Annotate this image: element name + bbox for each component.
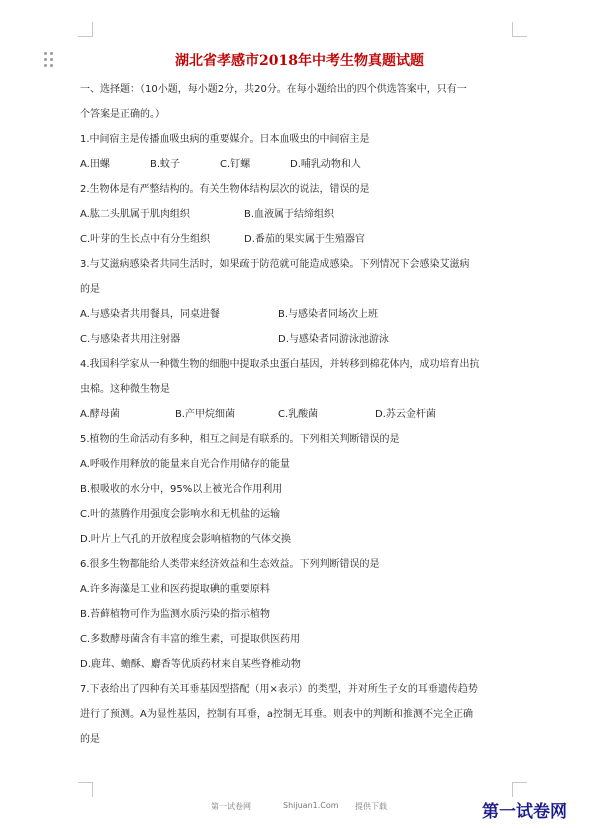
question-4-option-a: A.酵母菌: [80, 409, 120, 420]
question-3-stem-line-2: 的是: [80, 284, 100, 295]
question-3-option-a: A.与感染者共用餐具，同桌进餐: [80, 309, 220, 320]
footer-site-url[interactable]: Shijuan1.Com: [283, 801, 339, 810]
question-5-option-b: B.根吸收的水分中，95%以上被光合作用利用: [80, 484, 283, 495]
question-3-options-row-1: [80, 308, 520, 322]
brand-logo-text: 第一试卷网: [482, 802, 567, 822]
question-6-stem: 6.很多生物都能给人类带来经济效益和生态效益。下列判断错误的是: [80, 559, 380, 570]
question-2-options-row-1: [80, 208, 520, 222]
page-corner-mark-top-left: [78, 22, 93, 37]
question-6-option-b: B.苔藓植物可作为监测水质污染的指示植物: [80, 609, 271, 620]
question-1-option-d: D.哺乳动物和人: [290, 159, 361, 170]
page-corner-mark-bottom-right: [512, 782, 527, 797]
question-4-option-d: D.苏云金杆菌: [375, 409, 436, 420]
question-4-options: [80, 408, 520, 422]
section-instructions-line-2: 个答案是正确的。）: [80, 109, 165, 120]
question-4-option-b: B.产甲烷细菌: [175, 409, 236, 420]
question-1-stem: 1.中间宿主是传播血吸虫病的重要媒介。日本血吸虫的中间宿主是: [80, 134, 370, 145]
question-3-options-row-2: [80, 333, 520, 347]
question-5-stem: 5.植物的生命活动有多种，相互之间是有联系的。下列相关判断错误的是: [80, 434, 400, 445]
question-3-option-d: D.与感染者同游泳池游泳: [278, 334, 389, 345]
question-4-option-c: C.乳酸菌: [278, 409, 319, 420]
question-3-option-c: C.与感染者共用注射器: [80, 334, 181, 345]
question-6-option-c: C.多数酵母菌含有丰富的维生素，可提取供医药用: [80, 634, 301, 645]
question-5-option-d: D.叶片上气孔的开放程度会影响植物的气体交换: [80, 534, 291, 545]
question-3-stem-line-1: 3.与艾滋病感染者共同生活时，如果疏于防范就可能造成感染。下列情况下会感染艾滋病: [80, 259, 470, 270]
document-title: 湖北省孝感市2018年中考生物真题试题: [175, 53, 424, 69]
question-2-options-row-2: [80, 233, 520, 247]
question-7-stem-line-1: 7.下表给出了四种有关耳垂基因型搭配（用×表示）的类型，并对所生子女的耳垂遗传趋势: [80, 684, 478, 695]
footer-download-text: 提供下载: [355, 802, 387, 811]
question-7-stem-line-2: 进行了预测。A为显性基因，控制有耳垂，a控制无耳垂。则表中的判断和推测不完全正确: [80, 709, 473, 720]
question-1-options: [80, 158, 520, 172]
page-corner-mark-top-right: [512, 22, 527, 37]
question-2-option-d: D.番茄的果实属于生殖器官: [244, 234, 365, 245]
page-corner-mark-bottom-left: [78, 782, 93, 797]
section-instructions-line-1: 一、选择题：（10小题，每小题2分，共20分。在每小题给出的四个供选答案中，只有一: [80, 84, 467, 95]
question-6-option-a: A.许多海藻是工业和医药提取碘的重要原料: [80, 584, 270, 595]
question-5-option-a: A.呼吸作用释放的能量来自光合作用储存的能量: [80, 459, 290, 470]
question-4-stem-line-2: 虫棉。这种微生物是: [80, 384, 170, 395]
question-2-option-b: B.血液属于结缔组织: [244, 209, 335, 220]
footer-site-name: 第一试卷网: [211, 802, 251, 811]
question-1-option-c: C.钉螺: [220, 159, 251, 170]
question-7-stem-line-3: 的是: [80, 734, 100, 745]
question-5-option-c: C.叶的蒸腾作用强度会影响水和无机盐的运输: [80, 509, 281, 520]
question-2-option-c: C.叶芽的生长点中有分生组织: [80, 234, 211, 245]
question-4-stem-line-1: 4.我国科学家从一种微生物的细胞中提取杀虫蛋白基因，并转移到棉花体内，成功培育出抗: [80, 359, 480, 370]
question-2-stem: 2.生物体是有严整结构的。有关生物体结构层次的说法，错误的是: [80, 184, 370, 195]
question-6-option-d: D.鹿茸、蟾酥、麝香等优质药材来自某些脊椎动物: [80, 659, 301, 670]
question-1-option-a: A.田螺: [80, 159, 110, 170]
question-3-option-b: B.与感染者同场次上班: [278, 309, 379, 320]
question-1-option-b: B.蚊子: [150, 159, 181, 170]
question-2-option-a: A.肱二头肌属于肌肉组织: [80, 209, 190, 220]
